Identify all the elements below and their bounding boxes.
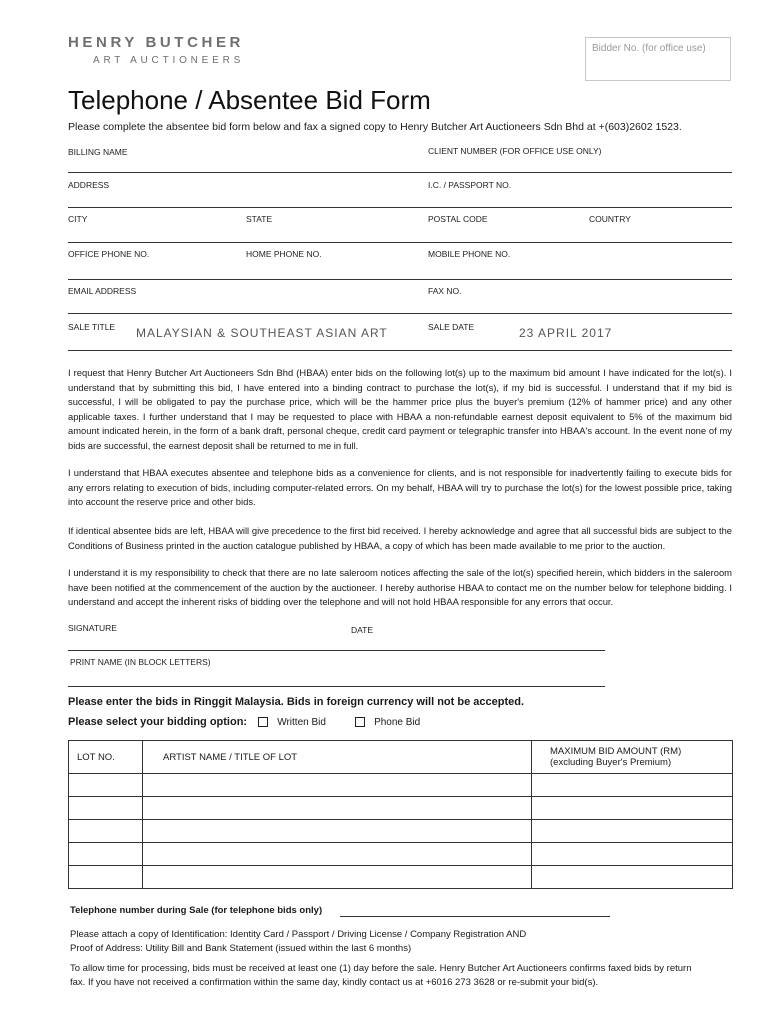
client-number-label: CLIENT NUMBER (FOR OFFICE USE ONLY) [428,146,602,156]
table-row [69,774,733,797]
bidding-option-label: Please select your bidding option: [68,716,248,728]
phone-line[interactable] [68,279,732,280]
intro-text: Please complete the absentee bid form below and fax a signed copy to Henry Butcher Art Auctioneers Sdn Bhd at +(603)2602 1523. [68,121,682,133]
bids-table [68,740,733,889]
processing-note-line-2: fax. If you have not received a confirmation within the same day, kindly contact us at +6016 273 3628 or re-submit your bid(s). [70,977,599,988]
address-line[interactable] [68,207,732,208]
sale-title-value: MALAYSIAN & SOUTHEAST ASIAN ART [136,326,388,340]
sale-title-label: SALE TITLE [68,322,116,332]
table-row [69,843,733,866]
bidder-number-box[interactable] [585,37,731,81]
lot-no-cell[interactable] [69,866,143,889]
telephone-during-sale-line[interactable] [340,916,610,917]
artist-title-cell[interactable] [143,774,532,797]
max-bid-cell[interactable] [532,797,733,820]
table-row [69,866,733,889]
lot-no-cell[interactable] [69,774,143,797]
date-label: DATE [351,625,374,635]
billing-name-label: BILLING NAME [68,147,128,157]
lot-no-cell[interactable] [69,797,143,820]
sale-title-line [68,350,732,351]
max-bid-cell[interactable] [532,843,733,866]
artist-title-header: ARTIST NAME / TITLE OF LOT [143,741,532,774]
fax-label: FAX NO. [428,286,462,296]
country-label: COUNTRY [589,214,631,224]
table-row [69,820,733,843]
company-logo-subtitle: ART AUCTIONEERS [93,55,245,66]
postal-code-label: POSTAL CODE [428,214,488,224]
terms-paragraph-2: I understand that HBAA executes absentee and telephone bids as a convenience for clients, and is not responsible for inadvertently failing to execute bids for any errors relating to execution of bids, including computer-related errors. On my behalf, HBAA will try to purchase the lot(s) for the lowest possible price, taking into account the reserve price and other bids. [68,467,732,507]
city-line[interactable] [68,242,732,243]
artist-title-cell[interactable] [143,866,532,889]
max-bid-header-label: MAXIMUM BID AMOUNT (RM) [550,746,682,757]
print-name-line[interactable] [68,686,605,687]
city-label: CITY [68,214,88,224]
email-line[interactable] [68,313,732,314]
max-bid-header-note: (excluding Buyer's Premium) [550,757,672,768]
ic-passport-label: I.C. / PASSPORT NO. [428,180,512,190]
terms-paragraph-1: I request that Henry Butcher Art Auctioneers Sdn Bhd (HBAA) enter bids on the following lot(s) up to the maximum bid amount I have indicated for the lot(s). I understand that by submitting this bid, I have entered into a binding contract to purchase the lot(s), if my bid is successful. I understand that if my bid is successful, I will be obligated to pay the purchase price, which will be the hammer price plus the buyer's premium (12% of hammer price) and any other applicable taxes. I further understand that I may be requested to place with HBAA a non-refundable earnest deposit equivalent to 5% of the maximum bid amount indicated herein, in the form of a bank draft, personal cheque, credit card payment or telegraphic transfer into HBAA's account. In the event none of my bids are successful, the earnest deposit shall be returned to me in full. [68,367,732,451]
written-bid-label: Written Bid [277,717,326,728]
processing-note-line-1: To allow time for processing, bids must be received at least one (1) day before the sale. Henry Butcher Art Auctioneers confirms faxed bids by return [70,963,692,974]
max-bid-cell[interactable] [532,866,733,889]
home-phone-label: HOME PHONE NO. [246,249,322,259]
phone-bid-label: Phone Bid [374,717,421,728]
bidding-option-row [68,716,420,728]
phone-bid-checkbox[interactable] [355,717,365,727]
terms-paragraph-3: If identical absentee bids are left, HBAA will give precedence to the first bid received. I hereby acknowledge and agree that all successful bids are subject to the Conditions of Business printed in the auction catalogue published by HBAA, a copy of which has been made available to me prior to the auction. [68,525,732,551]
artist-title-cell[interactable] [143,797,532,820]
terms-paragraph-4: I understand it is my responsibility to check that there are no late saleroom notices affecting the sale of the lot(s) specified herein, which bidders in the saleroom have been notified at the commencement of the auction by the auctioneer. I hereby authorise HBAA to contact me on the number below for telephone bidding. I understand and accept the inherent risks of bidding over the telephone and will not hold HBAA responsible for any errors that occur. [68,567,732,607]
lot-no-cell[interactable] [69,820,143,843]
bids-table-header [69,741,733,774]
artist-title-cell[interactable] [143,843,532,866]
max-bid-cell[interactable] [532,820,733,843]
address-label: ADDRESS [68,180,110,190]
print-name-label: PRINT NAME (IN BLOCK LETTERS) [70,657,211,667]
page-title: Telephone / Absentee Bid Form [68,85,431,115]
sale-date-value: 23 APRIL 2017 [519,326,613,340]
attach-note-line-1: Please attach a copy of Identification: Identity Card / Passport / Driving License / Company Registration AND [70,929,527,940]
currency-note: Please enter the bids in Ringgit Malaysia. Bids in foreign currency will not be accepted. [68,696,525,708]
sale-date-label: SALE DATE [428,322,475,332]
max-bid-cell[interactable] [532,774,733,797]
email-label: EMAIL ADDRESS [68,286,137,296]
table-row [69,797,733,820]
bidder-number-label: Bidder No. (for office use) [592,43,706,54]
billing-name-line[interactable] [68,172,732,173]
telephone-during-sale-label: Telephone number during Sale (for telephone bids only) [70,905,323,916]
artist-title-cell[interactable] [143,820,532,843]
written-bid-checkbox[interactable] [258,717,268,727]
lot-no-cell[interactable] [69,843,143,866]
state-label: STATE [246,214,273,224]
signature-label: SIGNATURE [68,623,117,633]
mobile-phone-label: MOBILE PHONE NO. [428,249,511,259]
signature-line[interactable] [68,650,605,651]
company-logo-name: HENRY BUTCHER [68,34,244,51]
office-phone-label: OFFICE PHONE NO. [68,249,150,259]
attach-note-line-2: Proof of Address: Utility Bill and Bank Statement (issued within the last 6 months) [70,943,412,954]
lot-no-header: LOT NO. [69,741,143,774]
max-bid-header [532,741,733,774]
